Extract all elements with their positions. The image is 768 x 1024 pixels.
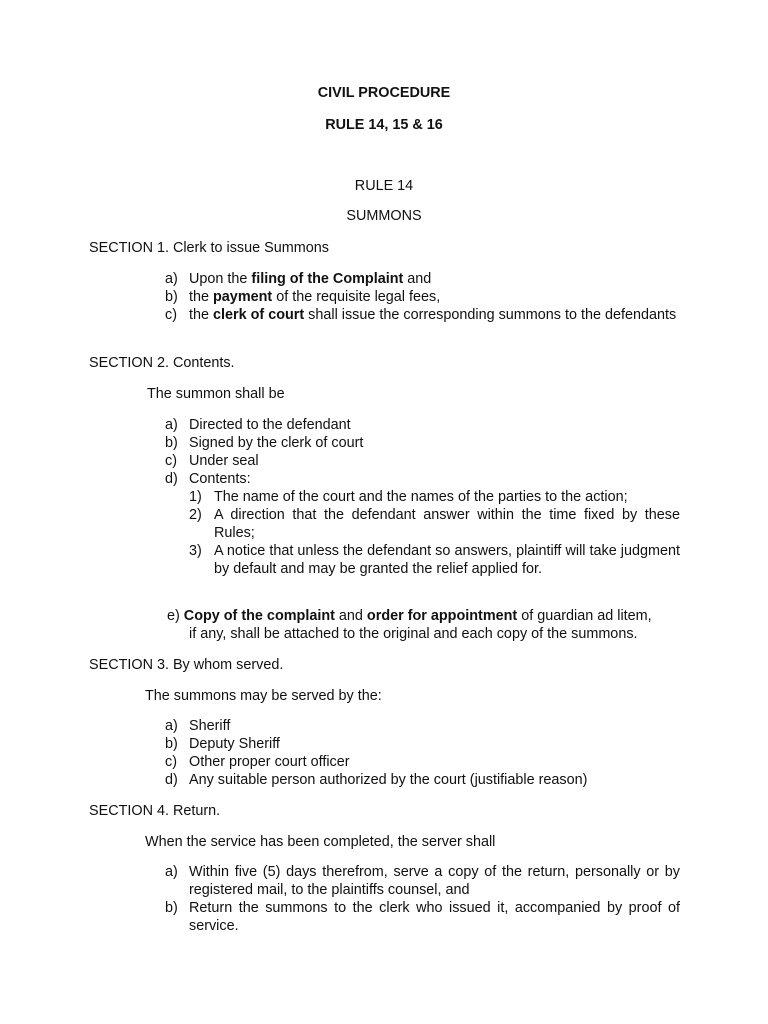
list-item <box>165 288 680 306</box>
list-marker: c) <box>165 453 177 469</box>
list-marker: b) <box>165 289 178 305</box>
list-marker: b) <box>165 435 178 451</box>
section-2-intro: The summon shall be <box>147 386 285 402</box>
list-item-text: Other proper court officer <box>189 754 350 770</box>
list-item-text: Deputy Sheriff <box>189 736 280 752</box>
list-item <box>165 863 680 899</box>
list-marker: c) <box>165 307 177 323</box>
list-item-text: A direction that the defendant answer within the time fixed by these Rules; <box>214 507 680 541</box>
sublist-item <box>189 542 680 578</box>
section-3-intro: The summons may be served by the: <box>145 688 382 704</box>
rule-name: SUMMONS <box>346 208 422 224</box>
sublist-item <box>189 488 680 506</box>
list-marker: e) <box>167 608 180 624</box>
list-item-text: Contents: <box>189 471 251 487</box>
list-item-text: Within five (5) days therefrom, serve a copy of the return, personally or by registered mail, to the plaintiffs counsel, and <box>189 864 680 898</box>
list-item-text: Any suitable person authorized by the court (justifiable reason) <box>189 772 588 788</box>
list-marker: d) <box>165 471 178 487</box>
list-marker: a) <box>165 417 178 433</box>
list-marker: c) <box>165 754 177 770</box>
list-item <box>165 717 680 735</box>
list-item-text: The name of the court and the names of the parties to the action; <box>214 489 628 505</box>
section-3-list <box>165 717 680 789</box>
section-2-item-e: e) Copy of the complaint and order for appointment of guardian ad litem, <box>167 608 652 624</box>
list-item <box>165 306 680 324</box>
rule-heading: RULE 14 <box>354 178 414 194</box>
list-item-text: Directed to the defendant <box>189 417 351 433</box>
section-4-heading: SECTION 4. Return. <box>89 803 221 819</box>
list-item-text: Upon the filing of the Complaint and <box>189 271 432 287</box>
list-item-text: Return the summons to the clerk who issued it, accompanied by proof of service. <box>189 900 680 934</box>
section-2-sublist <box>189 488 680 578</box>
section-1-heading: SECTION 1. Clerk to issue Summons <box>89 240 329 256</box>
section-4-intro: When the service has been completed, the server shall <box>145 834 496 850</box>
list-item <box>165 452 680 470</box>
list-item-text: Signed by the clerk of court <box>189 435 364 451</box>
list-item <box>165 735 680 753</box>
list-marker: b) <box>165 736 178 752</box>
list-item-text: the clerk of court shall issue the corresponding summons to the defendants <box>189 307 677 323</box>
list-marker: a) <box>165 864 178 880</box>
list-marker: 3) <box>189 543 202 559</box>
section-2-heading: SECTION 2. Contents. <box>89 355 235 371</box>
section-2-list <box>165 416 680 488</box>
list-marker: a) <box>165 271 178 287</box>
list-marker: b) <box>165 900 178 916</box>
section-1-list <box>165 270 680 324</box>
list-item-text: Under seal <box>189 453 259 469</box>
section-2-item-e-continuation: if any, shall be attached to the original and each copy of the summons. <box>189 626 638 642</box>
list-item <box>165 270 680 288</box>
list-item <box>165 753 680 771</box>
list-item <box>165 899 680 935</box>
list-marker: a) <box>165 718 178 734</box>
list-marker: d) <box>165 772 178 788</box>
list-item-text: A notice that unless the defendant so answers, plaintiff will take judgment by default and may be granted the relief applied for. <box>214 543 680 577</box>
list-item-text: the payment of the requisite legal fees, <box>189 289 441 305</box>
section-3-heading: SECTION 3. By whom served. <box>89 657 284 673</box>
list-item <box>165 771 680 789</box>
list-item <box>165 434 680 452</box>
list-item-text: Sheriff <box>189 718 231 734</box>
sublist-item <box>189 506 680 542</box>
list-item <box>165 470 680 488</box>
document-subtitle: RULE 14, 15 & 16 <box>325 117 443 133</box>
list-marker: 2) <box>189 507 202 523</box>
section-4-list <box>165 863 680 935</box>
list-item <box>165 416 680 434</box>
document-title: CIVIL PROCEDURE <box>317 85 451 101</box>
list-marker: 1) <box>189 489 202 505</box>
